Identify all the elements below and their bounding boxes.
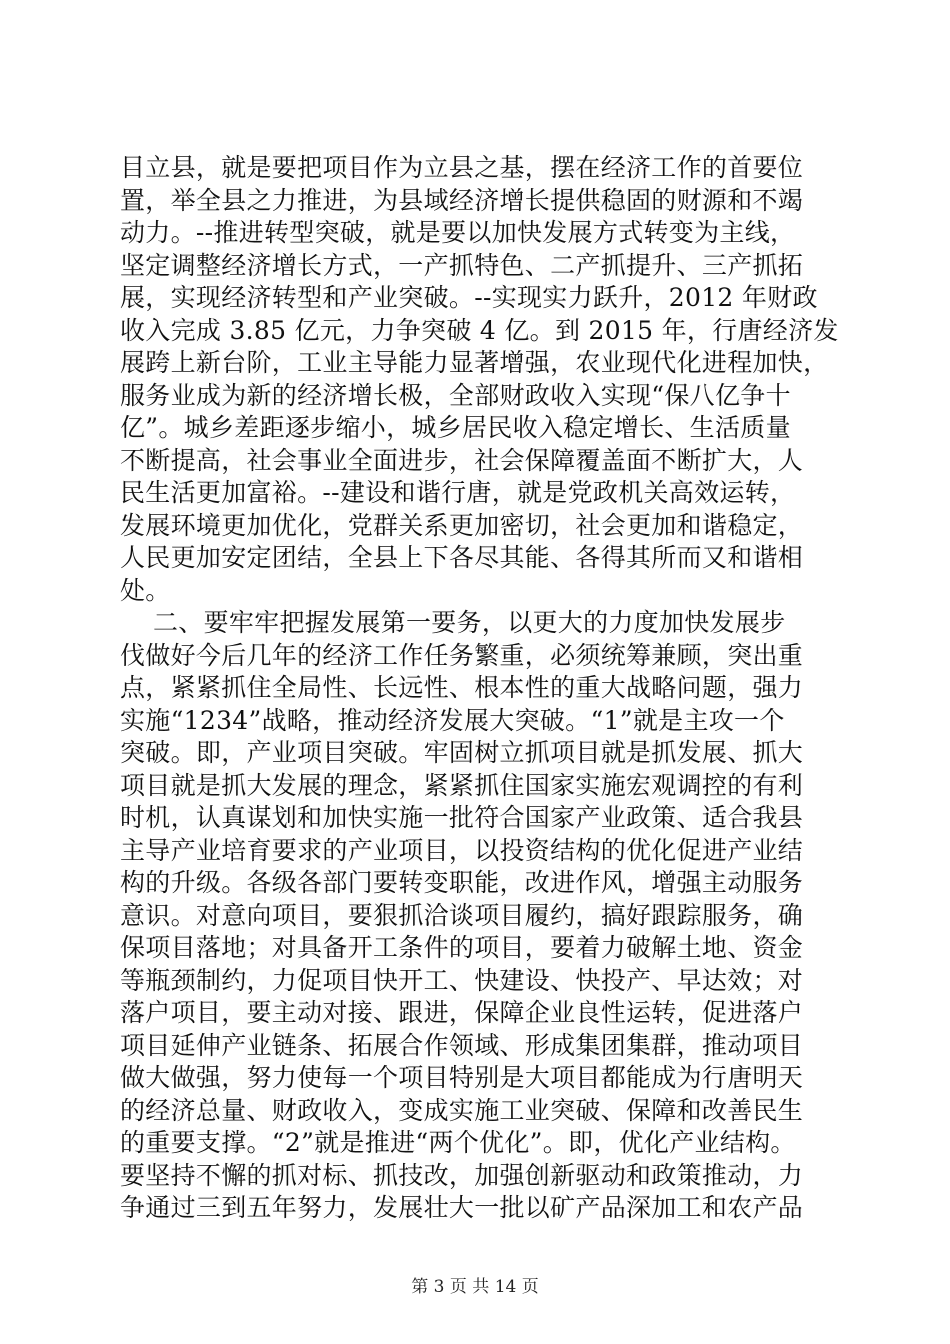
text-line: 展跨上新台阶，工业主导能力显著增强，农业现代化进程加快， xyxy=(120,348,829,377)
text-line: 处。 xyxy=(120,575,171,605)
text-line: 的经济总量、财政收入，变成实施工业突破、保障和改善民生 xyxy=(120,1095,804,1125)
text-line: 置，举全县之力推进，为县域经济增长提供稳固的财源和不竭 xyxy=(120,185,804,215)
text-line: 突破。即，产业项目突破。牢固树立抓项目就是抓发展、抓大 xyxy=(120,738,804,767)
text-line: 伐做好今后几年的经济工作任务繁重，必须统筹兼顾，突出重 xyxy=(120,640,804,670)
text-line: 不断提高，社会事业全面进步，社会保障覆盖面不断扩大，人 xyxy=(120,445,804,475)
body-text xyxy=(120,152,840,1225)
text-line: 等瓶颈制约，力促项目快开工、快建设、快投产、早达效；对 xyxy=(120,965,804,995)
text-line: 服务业成为新的经济增长极，全部财政收入实现“保八亿争十 xyxy=(120,380,791,410)
text-line: 展，实现经济转型和产业突破。--实现实力跃升，2012 年财政 xyxy=(120,283,818,312)
text-line: 动力。--推进转型突破，就是要以加快发展方式转变为主线， xyxy=(120,218,796,247)
page-footer: 第 3 页 共 14 页 xyxy=(411,1277,539,1297)
text-line: 时机，认真谋划和加快实施一批符合国家产业政策、适合我县 xyxy=(120,803,804,832)
text-line: 民生活更加富裕。--建设和谐行唐，就是党政机关高效运转， xyxy=(120,478,796,507)
text-line: 实施“1234”战略，推动经济发展大突破。“1”就是主攻一个 xyxy=(120,705,785,735)
text-line: 项目延伸产业链条、拓展合作领域、形成集团集群，推动项目 xyxy=(120,1030,804,1060)
text-line: 要坚持不懈的抓对标、抓技改，加强创新驱动和政策推动，力 xyxy=(120,1160,804,1190)
text-line: 构的升级。各级各部门要转变职能，改进作风，增强主动服务 xyxy=(120,868,804,897)
text-line: 落户项目，要主动对接、跟进，保障企业良性运转，促进落户 xyxy=(120,998,804,1027)
text-line: 亿”。城乡差距逐步缩小，城乡居民收入稳定增长、生活质量 xyxy=(120,413,791,442)
text-line: 人民更加安定团结，全县上下各尽其能、各得其所而又和谐相 xyxy=(120,543,804,572)
text-line: 主导产业培育要求的产业项目，以投资结构的优化促进产业结 xyxy=(120,835,804,865)
text-line: 目立县，就是要把项目作为立县之基，摆在经济工作的首要位 xyxy=(120,153,804,182)
text-line: 收入完成 3.85 亿元，力争突破 4 亿。到 2015 年，行唐经济发 xyxy=(120,315,839,345)
text-line: 项目就是抓大发展的理念，紧紧抓住国家实施宏观调控的有利 xyxy=(120,770,804,800)
text-line: 点，紧紧抓住全局性、长远性、根本性的重大战略问题，强力 xyxy=(120,673,804,702)
text-line: 坚定调整经济增长方式，一产抓特色、二产抓提升、三产抓拓 xyxy=(120,250,804,280)
text-line: 争通过三到五年努力，发展壮大一批以矿产品深加工和农产品 xyxy=(120,1193,804,1222)
text-line: 做大做强，努力使每一个项目特别是大项目都能成为行唐明天 xyxy=(120,1063,804,1092)
text-line: 保项目落地；对具备开工条件的项目，要着力破解土地、资金 xyxy=(120,933,804,962)
text-line: 意识。对意向项目，要狠抓洽谈项目履约，搞好跟踪服务，确 xyxy=(120,900,804,930)
text-line: 的重要支撑。“2”就是推进“两个优化”。即，优化产业结构。 xyxy=(120,1128,796,1157)
text-line: 二、要牢牢把握发展第一要务，以更大的力度加快发展步 xyxy=(120,608,786,637)
text-line: 发展环境更加优化，党群关系更加密切，社会更加和谐稳定， xyxy=(120,510,804,540)
